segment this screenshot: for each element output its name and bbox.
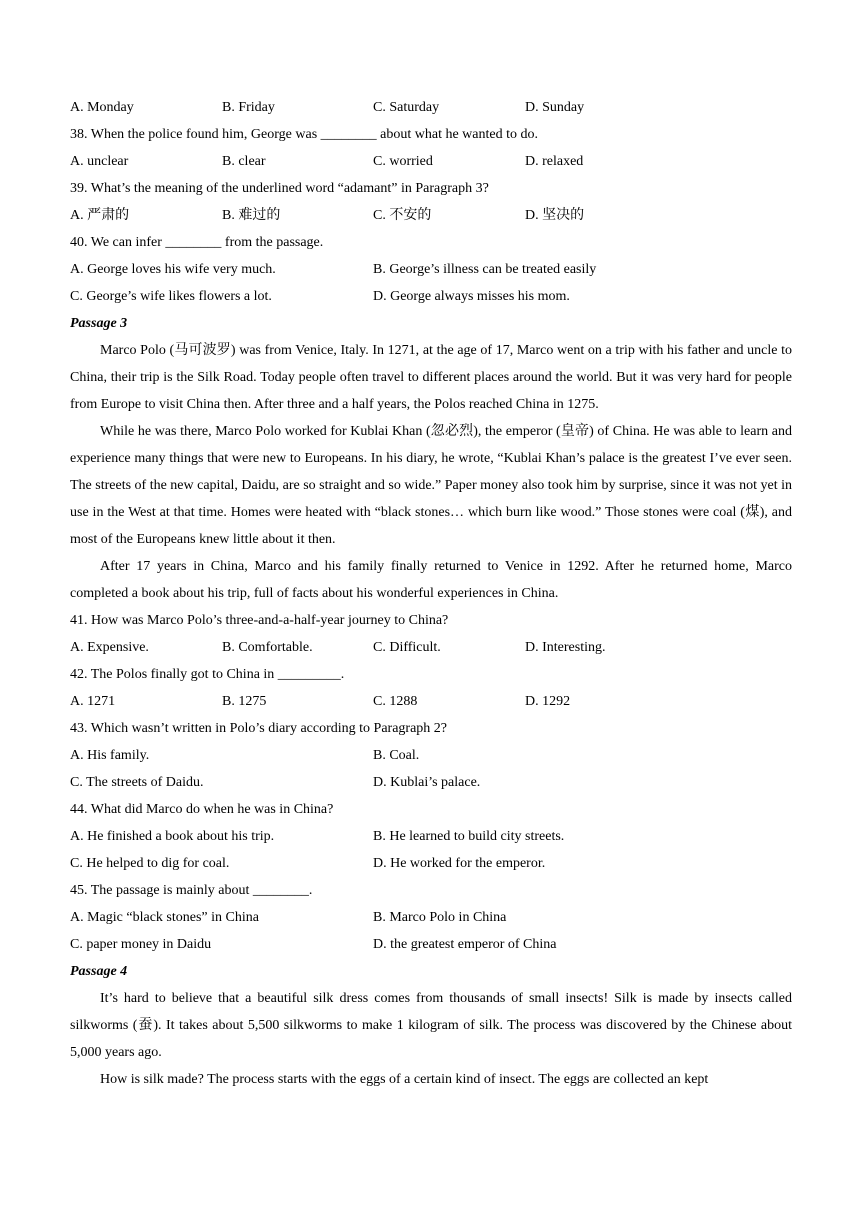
q39-stem: 39. What’s the meaning of the underlined word “adamant” in Paragraph 3? — [70, 181, 489, 196]
q37-option-c: C. Saturday — [373, 100, 440, 115]
q40-option-a: A. George loves his wife very much. — [70, 262, 276, 277]
q42-stem: 42. The Polos finally got to China in _________. — [70, 667, 345, 682]
q43-option-a: A. His family. — [70, 748, 150, 763]
q45-option-d: D. the greatest emperor of China — [373, 937, 557, 952]
q41-option-d: D. Interesting. — [525, 640, 606, 655]
q39-options — [70, 202, 792, 229]
q40-stem: 40. We can infer ________ from the passage. — [70, 235, 324, 250]
passage4-paragraph-2: How is silk made? The process starts with the eggs of a certain kind of insect. The eggs are collected an kept — [100, 1072, 709, 1087]
q45-stem: 45. The passage is mainly about ________. — [70, 883, 313, 898]
passage3-title: Passage 3 — [70, 316, 128, 331]
q41-option-a: A. Expensive. — [70, 640, 149, 655]
q41-option-c: C. Difficult. — [373, 640, 441, 655]
q43-options-row1 — [70, 742, 792, 769]
passage4-paragraph-1: It’s hard to believe that a beautiful silk dress comes from thousands of small insects! Silk is made by insects called silkworms (蚕). It takes about 5,500 silkworms to make 1 kilogram of silk. The process was discovered by the Chinese about 5,000 years ago. — [70, 991, 792, 1060]
q40-options-row1 — [70, 256, 792, 283]
q40-option-d: D. George always misses his mom. — [373, 289, 570, 304]
q44-option-b: B. He learned to build city streets. — [373, 829, 565, 844]
q38-options — [70, 148, 792, 175]
q42-option-d: D. 1292 — [525, 694, 571, 709]
q44-stem: 44. What did Marco do when he was in China? — [70, 802, 334, 817]
q42-options — [70, 688, 792, 715]
q38-stem: 38. When the police found him, George was ________ about what he wanted to do. — [70, 127, 538, 142]
q45-options-row2 — [70, 931, 792, 958]
q41-stem: 41. How was Marco Polo’s three-and-a-half-year journey to China? — [70, 613, 449, 628]
passage3-paragraph-1: Marco Polo (马可波罗) was from Venice, Italy. In 1271, at the age of 17, Marco went on a trip with his father and uncle to China, their trip is the Silk Road. Today people often travel to different places around the world. But it was very hard for people from Europe to visit China then. After three and a half years, the Polos reached China in 1275. — [70, 343, 792, 412]
q37-option-b: B. Friday — [222, 100, 275, 115]
q37-options — [70, 94, 792, 121]
q39-option-a: A. 严肃的 — [70, 208, 130, 223]
q45-option-b: B. Marco Polo in China — [373, 910, 507, 925]
q37-option-a: A. Monday — [70, 100, 134, 115]
q44-options-row2 — [70, 850, 792, 877]
q38-option-b: B. clear — [222, 154, 266, 169]
exam-content — [70, 94, 792, 1093]
q39-option-c: C. 不安的 — [373, 208, 432, 223]
q37-option-d: D. Sunday — [525, 100, 585, 115]
q45-option-a: A. Magic “black stones” in China — [70, 910, 259, 925]
q38-option-a: A. unclear — [70, 154, 129, 169]
passage4-title: Passage 4 — [70, 964, 128, 979]
q44-option-a: A. He finished a book about his trip. — [70, 829, 275, 844]
q44-options-row1 — [70, 823, 792, 850]
q38-option-c: C. worried — [373, 154, 433, 169]
q39-option-b: B. 难过的 — [222, 208, 281, 223]
q42-option-b: B. 1275 — [222, 694, 267, 709]
q44-option-c: C. He helped to dig for coal. — [70, 856, 230, 871]
q45-options-row1 — [70, 904, 792, 931]
q43-option-b: B. Coal. — [373, 748, 420, 763]
q43-stem: 43. Which wasn’t written in Polo’s diary according to Paragraph 2? — [70, 721, 448, 736]
q42-option-a: A. 1271 — [70, 694, 116, 709]
q40-option-c: C. George’s wife likes flowers a lot. — [70, 289, 272, 304]
q43-options-row2 — [70, 769, 792, 796]
q44-option-d: D. He worked for the emperor. — [373, 856, 546, 871]
q42-option-c: C. 1288 — [373, 694, 418, 709]
passage3-paragraph-2: While he was there, Marco Polo worked for Kublai Khan (忽必烈), the emperor (皇帝) of China. He was able to learn and experience many things that were new to Europeans. In his diary, he wrote, “Kublai Khan’s palace is the greatest I’ve ever seen. The streets of the new capital, Daidu, are so straight and so wide.” Paper money also took him by surprise, since it was not yet in use in the West at that time. Homes were heated with “black stones… which burn like wood.” Those stones were coal (煤), and most of the Europeans knew little about it then. — [70, 424, 792, 547]
q40-options-row2 — [70, 283, 792, 310]
passage3-paragraph-3: After 17 years in China, Marco and his family finally returned to Venice in 1292. After he returned home, Marco completed a book about his trip, full of facts about his wonderful experiences in China. — [70, 559, 792, 601]
q43-option-d: D. Kublai’s palace. — [373, 775, 481, 790]
q41-option-b: B. Comfortable. — [222, 640, 313, 655]
q41-options — [70, 634, 792, 661]
q45-option-c: C. paper money in Daidu — [70, 937, 212, 952]
q43-option-c: C. The streets of Daidu. — [70, 775, 204, 790]
q38-option-d: D. relaxed — [525, 154, 584, 169]
q40-option-b: B. George’s illness can be treated easily — [373, 262, 597, 277]
q39-option-d: D. 坚决的 — [525, 208, 585, 223]
